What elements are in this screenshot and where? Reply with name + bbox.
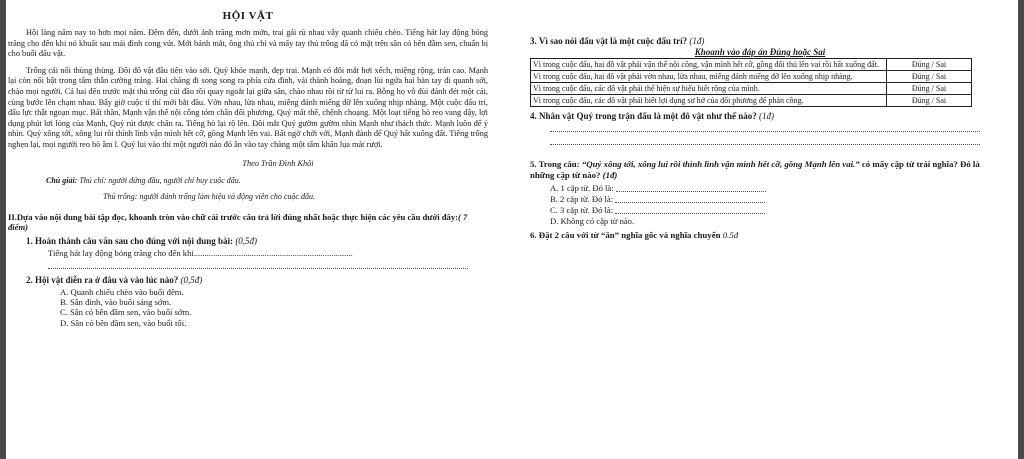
statement-cell: Vì trong cuộc đấu, hai đô vật phải vờn nhau, lừa nhau, miếng đánh miếng đỡ lên xuống nhịp nhàng. xyxy=(531,71,887,83)
table-row xyxy=(531,95,972,107)
glossary-label: Chú giải: xyxy=(46,175,78,185)
section-2-points: ( 7 điểm) xyxy=(8,211,468,232)
question-1 xyxy=(26,236,488,246)
statement-cell: Vì trong cuộc đấu, hai đô vật phải vận thế nội công, vận mình hết cỡ, gồng đối thủ lên vai rồi hất xuống đất. xyxy=(531,59,887,71)
question-2-option-c[interactable]: C. Sân cỏ bên đầm sen, vào buổi sớm. xyxy=(60,307,192,318)
left-column xyxy=(8,10,488,328)
glossary-term-2: Thủ trống xyxy=(103,191,135,201)
statement-cell: Vì trong cuộc đấu, các đô vật phải thể hiện sự hiểu biết rộng của mình. xyxy=(531,83,887,95)
question-2-label: 2. Hội vật diễn ra ở đâu và vào lúc nào? xyxy=(26,274,179,285)
question-5-option-b[interactable] xyxy=(550,194,990,205)
question-3 xyxy=(530,36,990,46)
answer-line[interactable] xyxy=(616,183,766,192)
statement-cell: Vì trong cuộc đấu, các đô vật phải biết lợi dụng sơ hở của đối phương để phản công. xyxy=(531,95,887,107)
question-2-option-d[interactable]: D. Sân cỏ bên đầm sen, vào buổi tối. xyxy=(60,317,187,328)
option-label: A. 1 cặp từ. Đó là: xyxy=(550,183,614,194)
option-label: C. 3 cặp từ. Đó là: xyxy=(550,205,614,216)
author-credit: Theo Trần Đình Khôi xyxy=(242,158,314,168)
true-false-choice[interactable]: Đúng / Sai xyxy=(887,71,972,83)
glossary-1 xyxy=(46,176,488,186)
answer-line[interactable] xyxy=(48,260,468,269)
question-1-points: (0,5đ) xyxy=(235,235,258,246)
question-6 xyxy=(530,230,990,240)
answer-line[interactable] xyxy=(550,123,980,132)
question-5-option-d[interactable] xyxy=(550,216,990,227)
question-6-points: 0.5đ xyxy=(722,230,739,241)
question-4-points: (1đ) xyxy=(759,111,775,121)
question-4 xyxy=(530,111,990,121)
table-row xyxy=(531,83,972,95)
question-3-label: 3. Vì sao nói đấu vật là một cuộc đấu trí? xyxy=(530,36,688,46)
glossary-def-1: : người đứng đầu, người chỉ huy cuộc đấu. xyxy=(103,175,241,185)
glossary-def-2: : người đánh trống làm hiệu và động viên cho cuộc đấu. xyxy=(134,191,315,201)
table-row xyxy=(531,71,972,83)
right-column xyxy=(530,36,990,240)
section-2-heading xyxy=(8,212,488,232)
question-2-points: (0,5đ) xyxy=(180,274,203,285)
question-1-fill[interactable]: Tiếng hát lay động bóng trăng cho đến khi.......................................................................... xyxy=(48,247,353,258)
right-border xyxy=(1018,0,1024,459)
option-label: D. Không có cặp từ nào. xyxy=(550,216,635,227)
question-5 xyxy=(530,159,990,180)
question-2-option-a[interactable]: A. Quanh chiếu chèo vào buổi đêm. xyxy=(60,286,184,297)
glossary-term-1: Thủ chỉ xyxy=(79,175,104,185)
question-3-points: (1đ) xyxy=(689,36,705,46)
question-6-label: 6. Đặt 2 câu với từ “ăn” nghĩa gốc và nghĩa chuyển xyxy=(530,230,721,241)
option-label: B. 2 cặp từ. Đó là: xyxy=(550,194,614,205)
answer-line[interactable] xyxy=(550,136,980,145)
question-5-option-c[interactable] xyxy=(550,205,990,216)
question-5-label: 5. Trong câu: xyxy=(530,159,580,169)
question-5-points: (1đ) xyxy=(602,169,618,180)
true-false-choice[interactable]: Đúng / Sai xyxy=(887,95,972,107)
answer-line[interactable] xyxy=(615,205,765,214)
glossary-2 xyxy=(103,192,488,202)
question-5-quote: “Quý xông tới, xông lui rồi thình lình vận mình hết cỡ, gồng Mạnh lên vai.” xyxy=(581,159,860,169)
answer-line[interactable] xyxy=(615,194,765,203)
paragraph-2: Trống cái nổi thùng thùng. Đôi đô vật đầu tiên vào sới. Quý khỏe mạnh, đẹp trai. Mạnh có đôi mắt hơi xếch, miệng rộng, trán cao. Mạnh lại còn nổi bật trong tấm thân cường tráng. Hai chàng đi song song ra phía cửa đình, vái thành hoàng, đoạn lùi ngửa hai bàn tay đi quanh sới, chào mọi người. Cả hai đến trước mặt thủ trống cúi đầu rồi quay ngoắt lại giữa sân, chào nhau rồi từ từ lui ra. Bỗng họ vỗ đùi đánh đét một cái, cùng bước lên chạm nhau. Bây giờ cuộc tỉ thí mới bắt đầu. Vờn nhau, lừa nhau, miếng đánh miếng đỡ lên xuống nhịp nhàng. Một cuộc đấu trí, đấu lực thật ngoạn mục. Bất thần, Mạnh vận thế nội công tóm chân đối phương. Quý mất thế, chệnh choạng. Một loạt tiếng hò reo vang dậy, lợi dụng phút lơi lỏng của Mạnh, Quý rút được chân ra. Tiếng hò lại rộ lên. Đôi mắt Quý gườm gườm nhìn Mạnh như thách thức. Mạnh luôn để ý nhìn. Quý xông tới, xông lui rồi thình lình vận mình hết cỡ, gồng Mạnh lên vai. Bất ngờ chới với, Mạnh đành để Quý hất xuống đất. Tiếng trống nghẹn lại, mọi người reo hò ầm ĩ. Quý lui vào thi một người nào đó ân vào tay chàng một tấm khăn lụa mát rượi. xyxy=(8,65,488,149)
reading-title: HỘI VẬT xyxy=(222,10,274,22)
section-2-text: II.Dựa vào nội dung bài tập đọc, khoanh tròn vào chữ cái trước câu trả lời đúng nhất hoặc thực hiện các yêu cầu dưới đây: xyxy=(8,211,458,222)
question-2 xyxy=(26,275,488,285)
table-row xyxy=(531,59,972,71)
question-4-label: 4. Nhân vật Quý trong trận đấu là một đô vật như thế nào? xyxy=(530,111,757,121)
paragraph-1: Hội làng năm nay to hơn mọi năm. Đêm đến, dưới ánh trăng mơn mởn, trai gái rủ nhau vây quanh chiếu chèo. Tiếng hát lay động bóng trăng cho đến khi nó khuất sau mái đình cong vút. Mới bảnh mắt, ông thủ chỉ và mấy tay thủ trống đã có mặt trên sân cỏ bên đầm sen, chuẩn bị cho buổi đấu vật. xyxy=(8,28,488,59)
question-5-option-a[interactable] xyxy=(550,183,990,194)
question-1-label: 1. Hoàn thành câu văn sau cho đúng với nội dung bài: xyxy=(26,235,234,246)
question-5-rest: có mấy cặp từ trái nghĩa? Đó là những cặp từ nào? xyxy=(530,159,980,180)
true-false-table xyxy=(530,58,972,107)
question-2-option-b[interactable]: B. Sân đình, vào buổi sáng sớm. xyxy=(60,296,172,307)
question-3-instruction: Khoanh vào đáp án Đúng hoặc Sai xyxy=(694,47,826,57)
left-border xyxy=(0,0,6,459)
true-false-choice[interactable]: Đúng / Sai xyxy=(887,59,972,71)
true-false-choice[interactable]: Đúng / Sai xyxy=(887,83,972,95)
